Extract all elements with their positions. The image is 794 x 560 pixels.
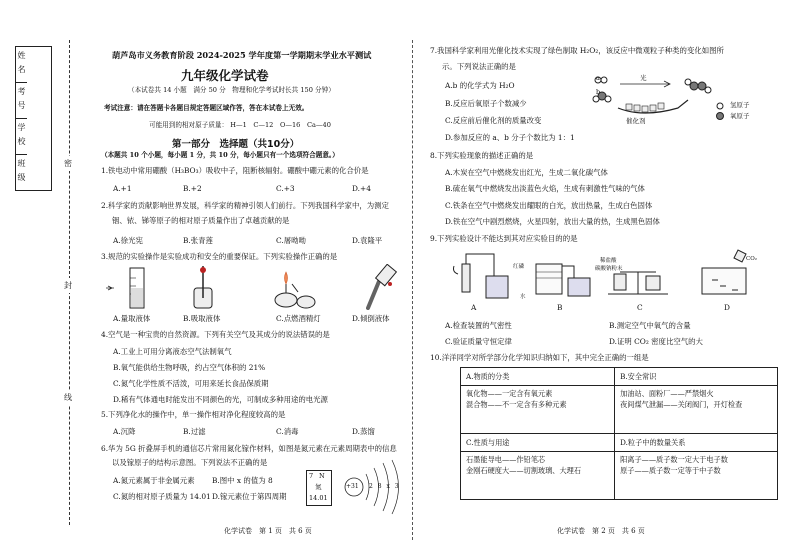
q10-cell-b[interactable] — [615, 368, 778, 434]
q9-option-a[interactable]: A.检查装置的气密性 — [445, 321, 512, 330]
q5-option-b[interactable]: B.过滤 — [183, 427, 206, 436]
nitrogen-periodic-tile — [306, 470, 332, 506]
q7-reaction-diagram — [590, 66, 750, 120]
q6-option-b[interactable]: B.图中 x 的值为 8 — [212, 476, 273, 485]
q7-option-c[interactable]: C.反应前后催化剂的质量改变 — [445, 116, 542, 125]
q10-c-line1: 石墨能导电——作铅笔芯 — [466, 455, 546, 464]
atomic-mass: 14.01 — [309, 494, 328, 502]
q2-option-a[interactable]: A.徐光宪 — [113, 236, 143, 245]
q9-fig-label-d: D — [724, 303, 730, 312]
legend-hydrogen: 氢原子 — [730, 101, 750, 109]
footer-right: 化学试卷 第 2 页 共 6 页 — [557, 527, 645, 535]
atomic-number: 7 — [309, 472, 314, 480]
q2-stem: 2.科学家的贡献影响世界发展，科学家的精神引领人们前行。下列我国科学家中，为测定 — [101, 201, 389, 210]
school-field[interactable]: 学校 — [16, 119, 27, 155]
q7-stem-cont: 示。下列说法正确的是 — [442, 62, 516, 71]
q2-option-d[interactable]: D.袁隆平 — [352, 236, 383, 245]
q8-option-d[interactable]: D.铁在空气中剧烈燃烧，火星四射，放出大量的热，生成黑色固体 — [445, 217, 660, 226]
q4-stem: 4.空气是一种宝贵的自然资源。下列有关空气及其成分的说法错误的是 — [101, 330, 330, 339]
q5-stem: 5.下列净化水的操作中，单一操作相对净化程度较高的是 — [101, 410, 286, 419]
q1-option-a[interactable]: A.+1 — [113, 184, 132, 193]
q10-c-line2: 金刚石硬度大——切割玻璃、大理石 — [466, 466, 582, 475]
element-name: 氮 — [315, 483, 322, 491]
student-info-box — [15, 46, 52, 191]
q3-option-c[interactable]: C.点燃酒精灯 — [276, 314, 321, 323]
seal-char-xian: 线 — [64, 390, 72, 405]
q9-c-label-powder: 碳酸钠粉末 — [595, 266, 623, 272]
q8-stem: 8.下列实验现象的描述正确的是 — [430, 151, 534, 160]
legend-oxygen: 氧原子 — [730, 112, 750, 120]
q9-option-b[interactable]: B.测定空气中氧气的含量 — [609, 321, 691, 330]
q10-cell-c[interactable] — [461, 434, 615, 500]
measuring-cylinder-icon — [106, 268, 144, 308]
section-desc: （本题共 10 个小题，每小题 1 分，共 10 分，每小题只有一个选项符合题意。） — [101, 151, 339, 159]
q6-stem: 6.华为 5G 折叠屏手机的通信芯片常用氮化镓作材料，如图是氮元素在元素周期表中的信息 — [101, 444, 397, 453]
q5-option-d[interactable]: D.蒸馏 — [352, 427, 375, 436]
q10-options-grid — [460, 367, 778, 500]
element-symbol: N — [319, 472, 325, 480]
q1-option-c[interactable]: C.+3 — [276, 184, 295, 193]
q10-a-head: A.物质的分类 — [466, 372, 510, 381]
q9-fig-label-b: B — [557, 303, 563, 312]
q4-option-b[interactable]: B.氧气能供给生物呼吸，约占空气体积的 21% — [113, 363, 266, 372]
alcohol-lamp-icon — [275, 272, 315, 308]
q3-option-b[interactable]: B.吸取液体 — [183, 314, 221, 323]
q1-option-d[interactable]: D.+4 — [352, 184, 371, 193]
q6-option-d[interactable]: D.镓元素位于第四周期 — [212, 492, 287, 501]
q3-figures — [100, 264, 410, 312]
q6-stem-cont: 以及镓原子的结构示意图。下列说法不正确的是 — [112, 458, 268, 467]
q4-option-a[interactable]: A.工业上可用分离液态空气法制氧气 — [113, 347, 232, 356]
q9-fig-label-c: C — [637, 303, 643, 312]
q10-a-line1: 氧化物——一定含有氧元素 — [466, 389, 553, 398]
atomic-masses: 可能用到的相对原子质量： H—1 C—12 O—16 Ca—40 — [149, 121, 331, 129]
exam-title: 葫芦岛市义务教育阶段 2024-2025 学年度第一学期期末学业水平测试 — [112, 50, 372, 60]
q5-option-a[interactable]: A.沉降 — [113, 427, 136, 436]
q10-stem: 10.洋洋同学对所学部分化学知识归纳如下，其中完全正确的一组是 — [430, 353, 649, 362]
q9-d-label-co2: CO₂ — [746, 256, 757, 262]
q6-option-a[interactable]: A.氮元素属于非金属元素 — [113, 476, 195, 485]
q10-d-line2: 原子——质子数一定等于中子数 — [620, 466, 721, 475]
q2-option-c[interactable]: C.屠呦呦 — [276, 236, 306, 245]
q10-d-head: D.粒子中的数量关系 — [620, 438, 686, 447]
q9-fig-label-a: A — [471, 303, 477, 312]
q7-catalyst-label: 催化剂 — [626, 117, 646, 125]
q9-b-label-water: 水 — [520, 294, 526, 300]
q7-option-d[interactable]: D.参加反应的 a、b 分子个数比为 1：1 — [445, 133, 575, 142]
footer-left: 化学试卷 第 1 页 共 6 页 — [224, 527, 312, 535]
q8-option-a[interactable]: A.木炭在空气中燃烧发出红光，生成二氧化碳气体 — [445, 168, 608, 177]
class-field[interactable]: 班级 — [17, 158, 26, 187]
q7-option-a[interactable]: A.b 的化学式为 H₂O — [445, 81, 515, 90]
atom-nucleus: +31 — [346, 483, 359, 490]
q10-c-head: C.性质与用途 — [466, 438, 510, 447]
q9-stem: 9.下列实验设计不能达到其对应实验目的的是 — [430, 234, 578, 243]
q3-option-d[interactable]: D.倾倒液体 — [352, 314, 390, 323]
seal-char-feng: 封 — [64, 278, 72, 293]
q3-option-a[interactable]: A.量取液体 — [113, 314, 151, 323]
q9-b-label-p: 红磷 — [513, 264, 525, 270]
q4-option-c[interactable]: C.氮气化学性质不活泼，可用来延长食品保质期 — [113, 379, 269, 388]
q10-a-line2: 混合物——不一定含有多种元素 — [466, 400, 567, 409]
exam-number-field[interactable]: 考号 — [16, 83, 27, 119]
section-title: 第一部分 选择题（共10分） — [172, 139, 300, 150]
q10-b-line1: 加油站、面粉厂——严禁烟火 — [620, 389, 714, 398]
page-divider — [412, 40, 413, 540]
q7-stem: 7.我国科学家利用光催化技术实现了绿色制取 H₂O₂，该反应中微观粒子种类的变化如图所 — [430, 46, 724, 55]
seal-char-mi: 密 — [64, 156, 72, 171]
atom-shells: 2 8 x 3 — [369, 483, 399, 490]
dropper-bottle-icon — [194, 266, 212, 308]
q3-stem: 3.规范的实验操作是实验成功和安全的重要保证。下列实验操作正确的是 — [101, 252, 338, 261]
q4-option-d[interactable]: D.稀有气体通电时能发出不同颜色的光，可制成多种用途的电光源 — [113, 395, 328, 404]
q6-option-c[interactable]: C.氮的相对原子质量为 14.01 — [113, 492, 211, 501]
q10-b-line2: 夜间煤气泄漏——关闭阀门，开灯检查 — [620, 400, 743, 409]
name-field[interactable]: 姓名 — [16, 47, 27, 83]
q7-label-b: b — [596, 88, 601, 96]
q9-option-d[interactable]: D.证明 CO₂ 密度比空气的大 — [609, 337, 703, 346]
q2-stem-cont: 铟、铱、锑等原子的相对原子质量作出了卓越贡献的是 — [112, 216, 290, 225]
q9-apparatus-figures — [450, 246, 760, 302]
exam-warning: 考试注意：请在答题卡各题目规定答题区域作答，答在本试卷上无效。 — [104, 104, 309, 112]
q10-b-head: B.安全常识 — [620, 372, 657, 381]
q5-option-c[interactable]: C.消毒 — [276, 427, 299, 436]
q1-option-b[interactable]: B.+2 — [183, 184, 202, 193]
q10-d-line1: 阳离子——质子数一定大于电子数 — [620, 455, 728, 464]
q1-stem: 1.铁电动中常用硼酸（H₃BO₃）吸收中子，阻断核辐射。硼酸中硼元素的化合价是 — [101, 166, 369, 175]
q2-option-b[interactable]: B.张青莲 — [183, 236, 213, 245]
q8-option-b[interactable]: B.硫在氧气中燃烧发出淡蓝色火焰，生成有刺激性气味的气体 — [445, 184, 645, 193]
q10-cell-d[interactable] — [615, 434, 778, 500]
exam-note: （本试卷共 14 小题 满分 50 分 物理和化学考试时长共 150 分钟） — [128, 86, 335, 94]
q8-option-c[interactable]: C.铁条在空气中燃烧发出耀眼的白光，放出热量，生成白色固体 — [445, 201, 653, 210]
q10-cell-a[interactable] — [461, 368, 615, 434]
q7-label-a: a — [596, 74, 600, 82]
q9-option-c[interactable]: C.验证质量守恒定律 — [445, 337, 512, 346]
q7-light-label: 光 — [640, 74, 647, 82]
pouring-liquid-icon — [368, 264, 396, 308]
q7-option-b[interactable]: B.反应后氧原子个数减少 — [445, 99, 527, 108]
subject-title: 九年级化学试卷 — [181, 68, 269, 83]
q9-c-label-acid: 稀盐酸 — [600, 258, 617, 264]
